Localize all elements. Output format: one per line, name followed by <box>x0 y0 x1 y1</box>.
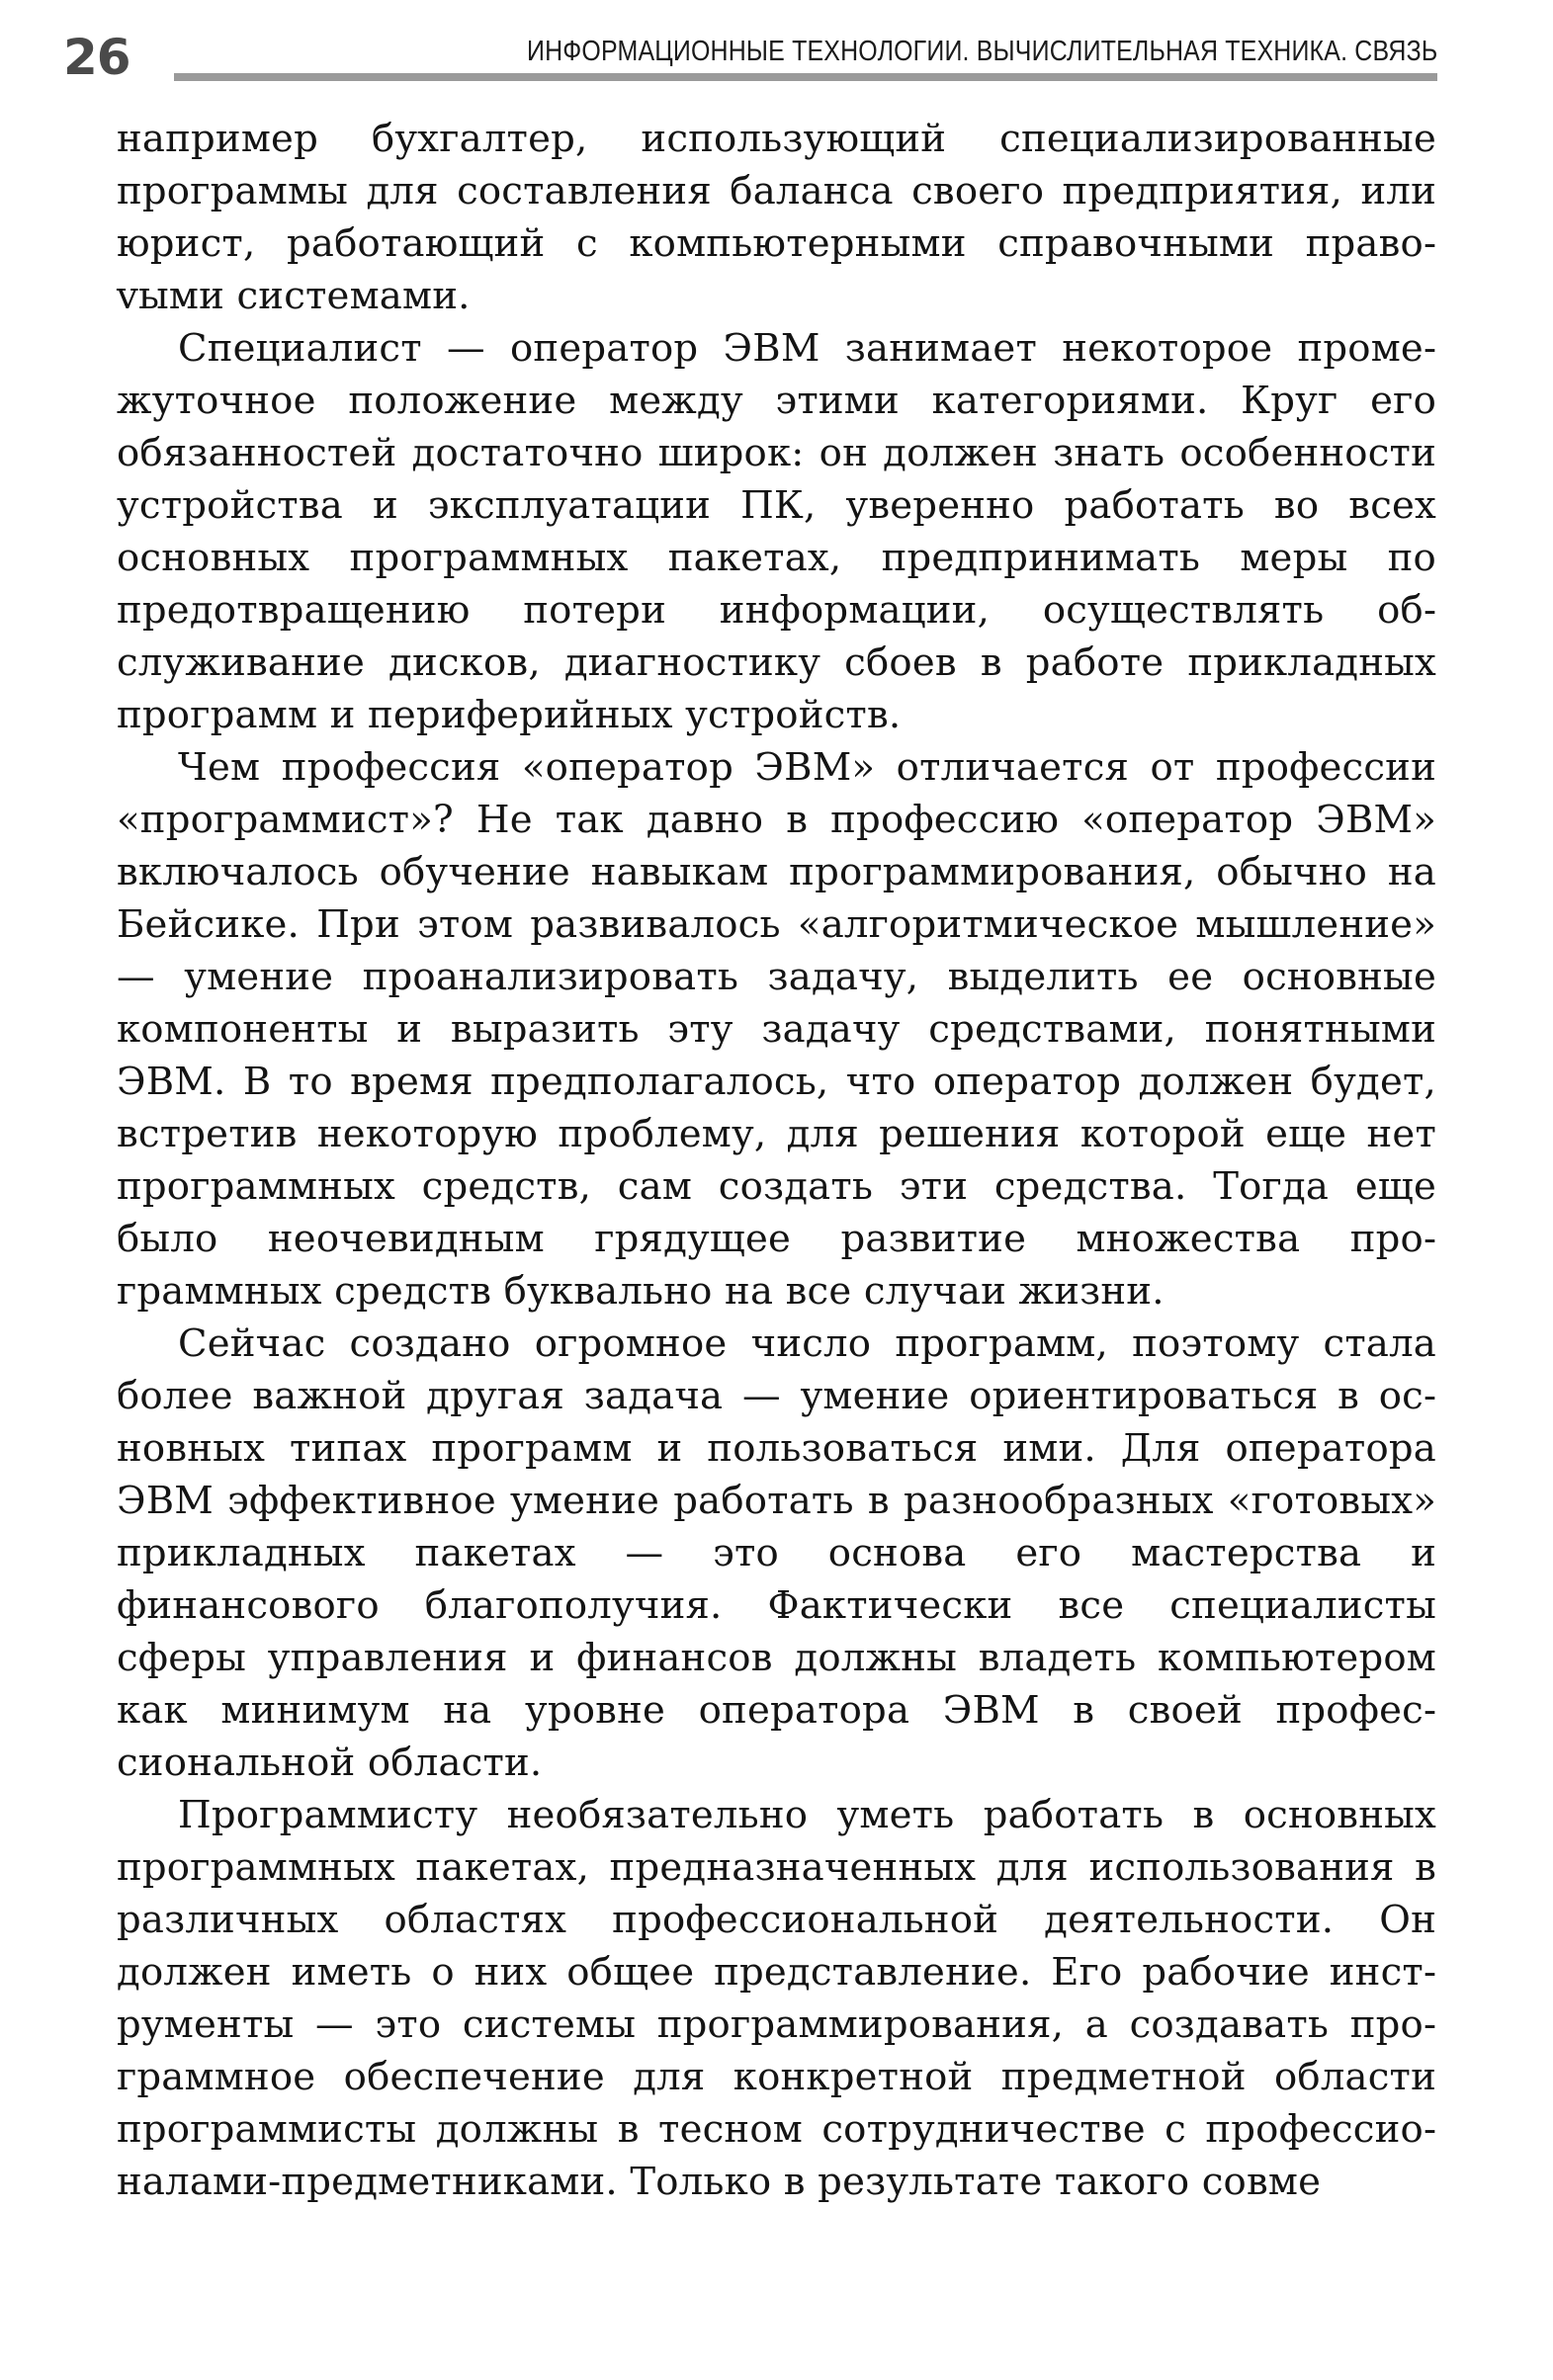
body-text <box>117 113 1436 2208</box>
chapter-title: ИНФОРМАЦИОННЫЕ ТЕХНОЛОГИИ. ВЫЧИСЛИТЕЛЬНАЯ ТЕХНИКА. СВЯЗЬ <box>526 36 1437 67</box>
paragraph-2: Специалист — оператор ЭВМ занимает некоторое промежуточное положение между этими категориями. Круг его обязанностей достаточно широк: он должен знать особенности устройства и эксплуатации ПК, уверенно работать во всех основных программных пакетах, предпринимать меры по предотвращению потери информации, осуществлять обслуживание дисков, диагностику сбоев в работе прикладных программ и периферийных устройств. <box>117 326 1436 737</box>
paragraph-5: Программисту необязательно уметь работать в основных программных пакетах, предназначенных для использования в различных областях профессиональной деятельности. Он должен иметь о них общее представление. Его рабочие инструменты — это системы программирования, а создавать программное обеспечение для конкретной предметной области программисты должны в тесном сотрудничестве с профессионалами-предметниками. Только в результате такого совме <box>117 1793 1436 2204</box>
running-header <box>63 20 1437 97</box>
paragraph-4: Сейчас создано огромное число программ, поэтому стала более важной другая задача — умение ориентироваться в основных типах программ и пользоваться ими. Для оператора ЭВМ эффективное умение работать в разнообразных «готовых» прикладных пакетах — это основа его мастерства и финансового благополучия. Фактически все специалисты сферы управления и финансов должны владеть компьютером как минимум на уровне оператора ЭВМ в своей профессиональной области. <box>117 1321 1436 1785</box>
paragraph-3: Чем профессия «оператор ЭВМ» отличается от профессии «программист»? Не так давно в профессию «оператор ЭВМ» включалось обучение навыкам программирования, обычно на Бейсике. При этом развивалось «алгоритмическое мышление» — умение проанализировать задачу, выделить ее основные компоненты и выразить эту задачу средствами, понятными ЭВМ. В то время предполагалось, что оператор должен будет, встретив некоторую проблему, для решения которой еще нет программных средств, сам создать эти средства. Тогда еще было неочевидным грядущее развитие множества программных средств буквально на все случаи жизни. <box>117 745 1436 1314</box>
page-number: 26 <box>63 29 130 86</box>
paragraph-1: например бухгалтер, использующий специализированные программы для составления баланса своего предприятия, или юрист, работающий с компьютерными справочными правоvыми системами. <box>117 117 1436 318</box>
header-rule <box>174 73 1437 81</box>
